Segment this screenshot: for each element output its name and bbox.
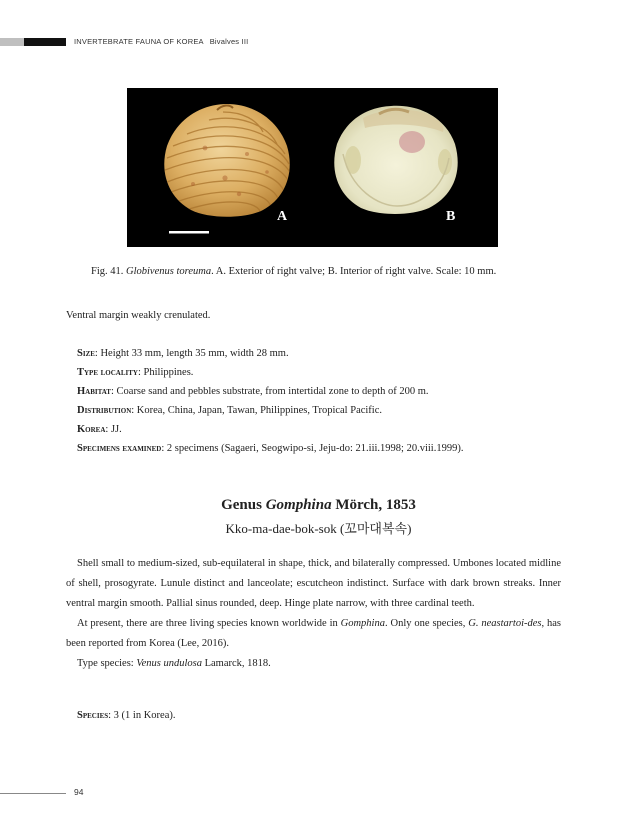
genus-korean-name: Kko-ma-dae-bok-sok (꼬마대복속): [225, 521, 412, 536]
detail-value: : JJ.: [105, 424, 122, 435]
living-text: At present, there are three living species known worldwide in: [77, 618, 341, 629]
detail-value: : Korea, China, Japan, Tawan, Philippines, Tropical Pacific.: [131, 405, 383, 416]
living-species-paragraph: [66, 614, 561, 654]
living-text: , has been reported from Korea (Lee, 2016).: [66, 618, 561, 649]
detail-type-locality: [77, 363, 193, 383]
caption-prefix: Fig. 41.: [91, 266, 127, 277]
detail-size: [77, 344, 289, 364]
living-genus: Gomphina: [340, 618, 385, 629]
species-count-value: : 3 (1 in Korea).: [108, 710, 176, 721]
species-count: [77, 706, 176, 726]
detail-value: : Philippines.: [137, 367, 194, 378]
figure-label-a: A: [277, 209, 288, 224]
detail-specimens: [77, 439, 463, 459]
living-text: . Only one species,: [384, 618, 469, 629]
figure-photo: [127, 88, 498, 247]
header-bar-black: [24, 38, 66, 46]
scale-bar: [169, 231, 209, 234]
description-paragraph: Shell small to medium-sized, sub-equilateral in shape, thick, and bilaterally compressed. Umbones located midline of shell, prosogyrate. Lunule distinct and lanceolate; escutcheon indistinct. Surface with dark brown streaks. Inner ventral margin smooth. Pallial sinus rounded, deep. Hinge plate narrow, with three cardinal teeth.: [66, 558, 561, 609]
detail-label: Korea: [77, 424, 106, 435]
detail-label: Specimens examined: [77, 443, 162, 454]
figure-caption: [91, 266, 561, 277]
page-number: 94: [74, 787, 84, 797]
shell-exterior-image: [164, 104, 291, 217]
detail-distribution: [77, 401, 382, 421]
detail-label: Habitat: [77, 386, 111, 397]
shell-photo-svg: [127, 88, 498, 247]
genus-prefix: Genus: [221, 497, 266, 513]
detail-label: Size: [77, 348, 95, 359]
detail-value: : Coarse sand and pebbles substrate, from intertidal zone to depth of 200 m.: [110, 386, 429, 397]
detail-habitat: [77, 382, 429, 402]
type-species-name: Venus undulosa: [136, 658, 202, 669]
header-title: INVERTEBRATE FAUNA OF KOREA: [74, 37, 204, 46]
caption-species: Globivenus toreuma: [126, 266, 212, 277]
living-species: G. neastartoi-des: [468, 618, 542, 629]
shell-interior-image: [334, 106, 457, 214]
detail-value: : Height 33 mm, length 35 mm, width 28 mm.: [94, 348, 289, 359]
detail-label: Type locality: [77, 367, 138, 378]
detail-korea: [77, 420, 122, 440]
header-bar-gray: [0, 38, 24, 46]
detail-label: Distribution: [77, 405, 132, 416]
genus-name: Gomphina: [265, 497, 332, 513]
figure-label-b: B: [446, 209, 456, 224]
caption-rest: . A. Exterior of right valve; B. Interior of right valve. Scale: 10 mm.: [211, 266, 497, 277]
header-subtitle: Bivalves III: [209, 37, 249, 46]
genus-heading: [0, 497, 637, 514]
type-species-paragraph: [66, 654, 561, 674]
footer-rule: [0, 793, 66, 794]
genus-author: Mörch, 1853: [331, 497, 416, 513]
intro-line: Ventral margin weakly crenulated.: [66, 310, 211, 321]
detail-value: : 2 specimens (Sagaeri, Seogwipo-si, Jeju-do: 21.iii.1998; 20.viii.1999).: [161, 443, 464, 454]
type-species-label: Type species:: [77, 658, 137, 669]
running-header: [74, 37, 248, 46]
genus-description-block: [66, 554, 561, 674]
type-species-author: Lamarck, 1818.: [201, 658, 271, 669]
species-count-label: Species: [77, 710, 109, 721]
